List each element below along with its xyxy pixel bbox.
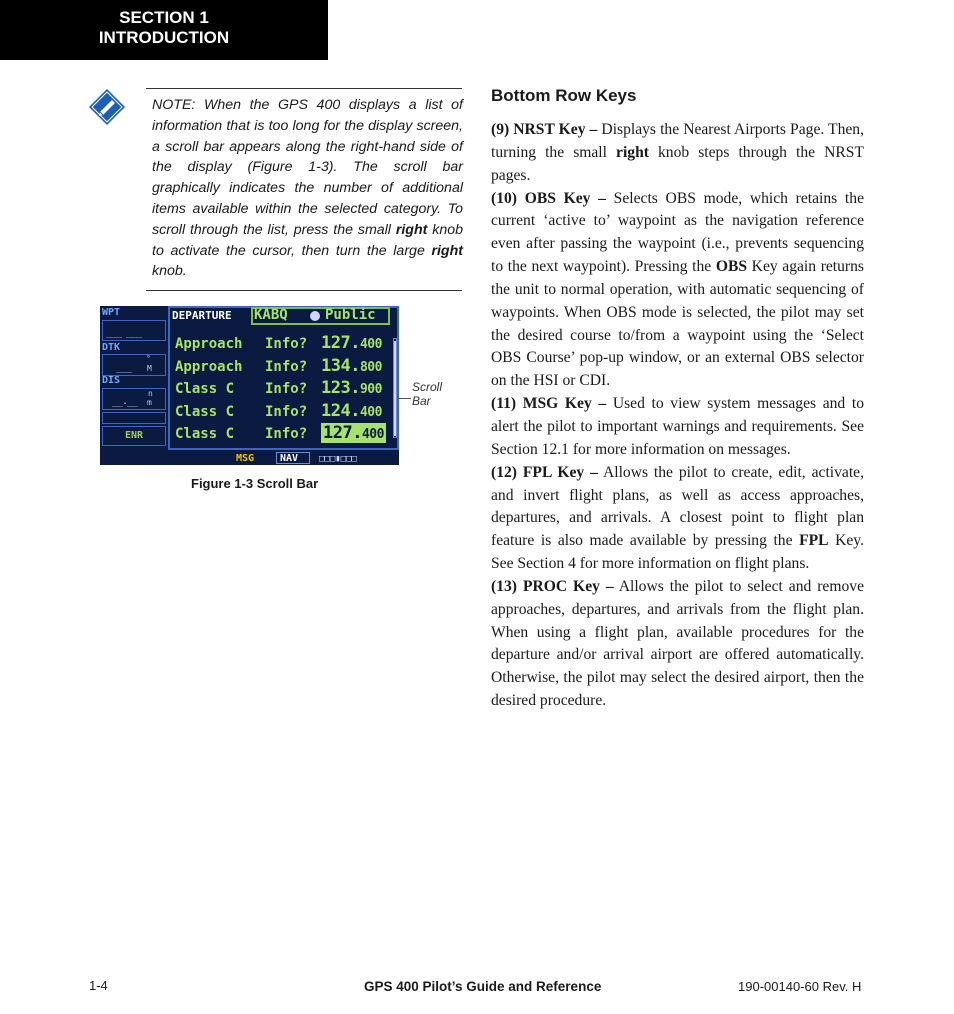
gps-screen-figure	[100, 306, 399, 465]
freq-info: Info?	[265, 426, 308, 442]
blank-field	[102, 412, 166, 424]
freq-value: 127.400	[321, 333, 382, 353]
dis-unit2: m	[147, 398, 152, 407]
dtk-degree: °	[146, 354, 151, 363]
dtk-field	[102, 354, 166, 376]
freq-value: 123.900	[321, 378, 382, 398]
note-text: NOTE: When the GPS 400 displays a list of information that is too long for the display screen, a scroll bar appears along the right-hand side of the display (Figure 1-3). The scroll bar graphically indicates the number of additional items available within the selected category. To scroll through the list, press the small right knob to activate the cursor, then turn the large right knob.	[152, 97, 463, 280]
scroll-bar-callout: Scroll Bar	[412, 380, 443, 408]
freq-row	[175, 378, 390, 403]
note-rule-top	[146, 88, 462, 89]
airport-ident: KABQ	[254, 307, 288, 323]
scroll-bar-thumb	[394, 341, 396, 436]
enr-indicator: ENR	[102, 426, 166, 446]
freq-info: Info?	[265, 336, 308, 352]
freq-info: Info?	[265, 359, 308, 375]
document-number: 190-00140-60 Rev. H	[738, 979, 862, 994]
footer-title: GPS 400 Pilot’s Guide and Reference	[364, 979, 602, 994]
scroll-bar-callout-line	[397, 398, 411, 399]
freq-value: 134.800	[321, 356, 382, 376]
proc-key-paragraph: (13) PROC Key – Allows the pilot to select and remove approaches, departures, and arrivals from the flight plan. When using a flight plan, available procedures for the departure and/or arrival airport are offered automatically. Otherwise, the pilot may select the desired airport, then the desired procedure.	[491, 577, 864, 710]
msg-annunciator: MSG	[236, 453, 255, 464]
dis-label: DIS	[102, 375, 121, 386]
dtk-value: ___	[116, 362, 132, 373]
freq-name: Approach	[175, 359, 243, 375]
dtk-unit: M	[147, 364, 152, 373]
section-number: SECTION 1	[119, 8, 209, 27]
page-indicator: □□□▮□□□	[319, 454, 357, 464]
departure-label: DEPARTURE	[172, 309, 232, 322]
note-pencil-icon	[88, 88, 126, 126]
obs-key-paragraph: (10) OBS Key – Selects OBS mode, which retains the current ‘active to’ waypoint as the navigation reference even after passing the waypoint (i.e., prevents sequencing to the next waypoint). Pressing the OBS Key again returns the unit to normal operation, with automatic sequencing of waypoints. When OBS mode is selected, the pilot may set the desired course to/from a waypoint using the ‘Select OBS Course’ pop-up window, or an external OBS selector on the HSI or CDI.	[491, 189, 864, 390]
fpl-key-paragraph: (12) FPL Key – Allows the pilot to create, edit, activate, and invert flight plans, as well as access approaches, departures, and arrivals. A closest point to flight plan feature is also made available by pressing the FPL Key. See Section 4 for more information on flight plans.	[491, 463, 864, 573]
nav-annunciator: NAV	[280, 453, 299, 464]
freq-value-cursor: 127.400	[323, 423, 384, 443]
dis-unit: n	[148, 389, 153, 398]
freq-row	[175, 333, 390, 358]
freq-info: Info?	[265, 404, 308, 420]
airport-category: Public	[325, 307, 376, 323]
dtk-label: DTK	[102, 342, 121, 353]
freq-name: Approach	[175, 336, 243, 352]
freq-info: Info?	[265, 381, 308, 397]
msg-key-paragraph: (11) MSG Key – Used to view system messages and to alert the pilot to important warnings and requirements. See Section 12.1 for more information on messages.	[491, 395, 864, 458]
note-rule-bottom	[146, 290, 462, 291]
section-tab	[0, 0, 328, 60]
public-dot-icon	[310, 311, 320, 321]
freq-name: Class C	[175, 381, 235, 397]
bottom-row-keys-heading: Bottom Row Keys	[491, 86, 637, 105]
nrst-key-paragraph: (9) NRST Key – Displays the Nearest Airports Page. Then, turning the small right knob steps through the NRST pages.	[491, 121, 864, 184]
dis-value: __.__	[112, 396, 138, 407]
bottom-row-keys-body	[491, 119, 864, 713]
wpt-label: WPT	[102, 307, 121, 318]
freq-name: Class C	[175, 404, 235, 420]
freq-value: 124.400	[321, 401, 382, 421]
freq-row-selected	[175, 423, 390, 448]
figure-caption: Figure 1-3 Scroll Bar	[191, 476, 319, 491]
wpt-value: ___ ___	[106, 327, 142, 338]
freq-name: Class C	[175, 426, 235, 442]
section-title: INTRODUCTION	[98, 28, 230, 47]
page-number: 1-4	[89, 978, 108, 993]
